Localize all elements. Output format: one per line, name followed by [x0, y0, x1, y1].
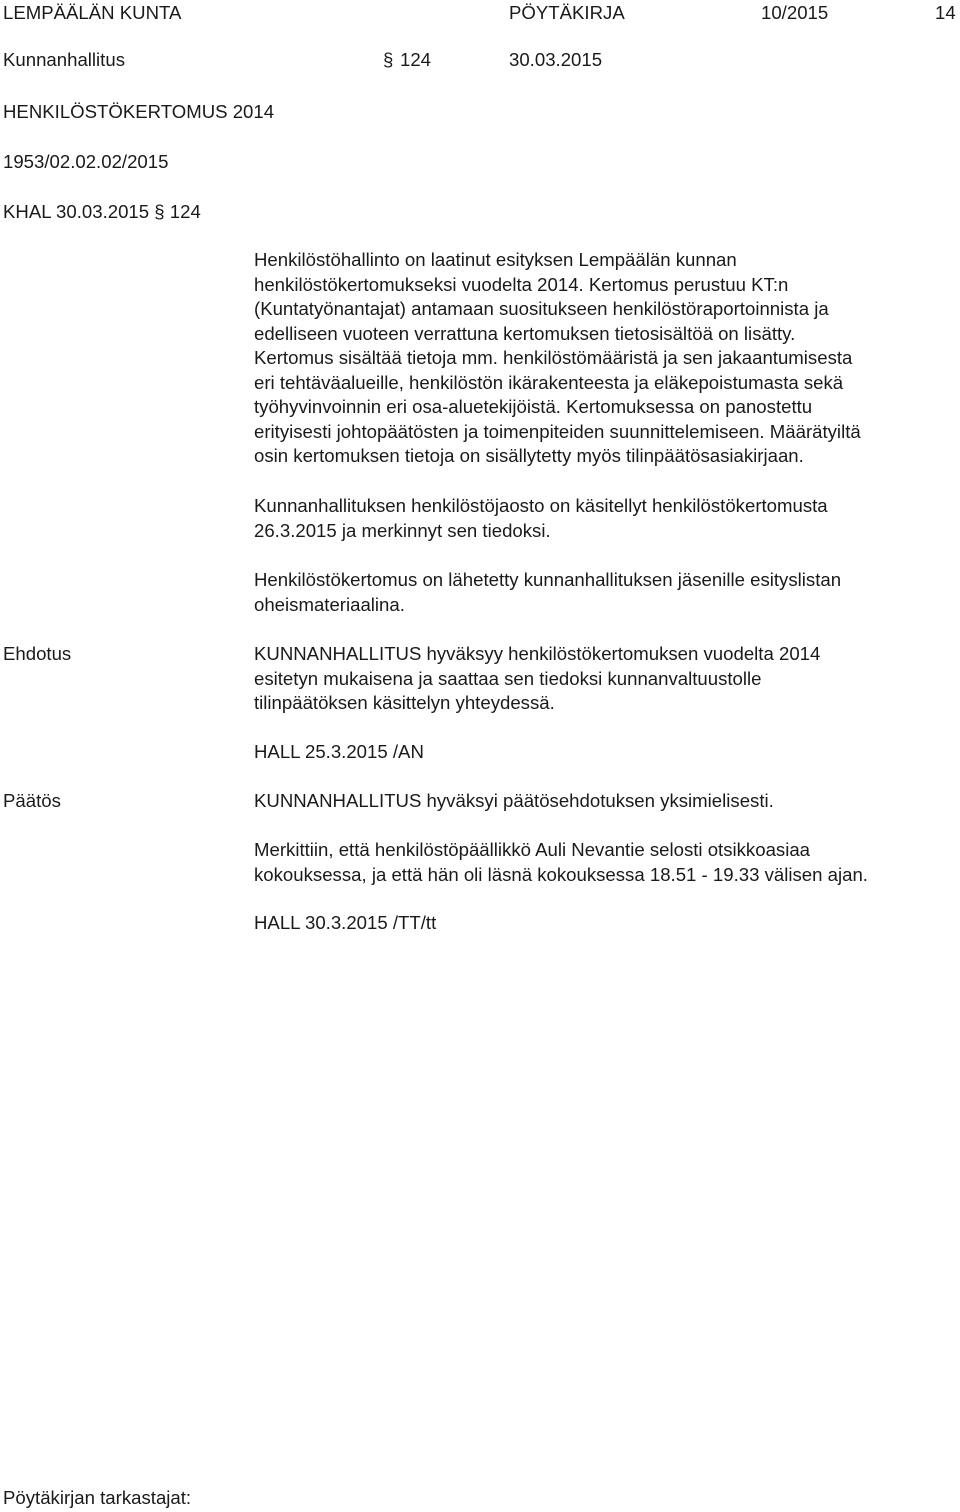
proposal-line: KUNNANHALLITUS hyväksyy henkilöstökertomuksen vuodelta 2014 [254, 643, 821, 664]
decision-line: KUNNANHALLITUS hyväksyi päätösehdotuksen yksimielisesti. [254, 790, 774, 811]
body-line: (Kuntatyönantajat) antamaan suositukseen henkilöstöraportoinnista ja [254, 298, 829, 319]
distribution-paragraph [254, 568, 954, 617]
decision-note [254, 838, 954, 887]
preparation-paragraph [254, 248, 954, 469]
committee-paragraph [254, 494, 954, 543]
proposal-text [254, 642, 954, 716]
signature-line: HALL 30.3.2015 /TT/tt [254, 912, 437, 933]
case-number: 1953/02.02.02/2015 [3, 151, 169, 172]
body-line: 26.3.2015 ja merkinnyt sen tiedoksi. [254, 519, 551, 541]
khal-section-number: 124 [169, 201, 201, 222]
khal-reference [3, 200, 201, 225]
decision-label: Päätös [3, 790, 61, 811]
khal-reference-prefix: KHAL 30.03.2015 [3, 201, 150, 222]
body-line: edelliseen vuoteen verrattuna kertomuksen tietosisältöä on lisätty. [254, 322, 796, 344]
body-line: eri tehtäväalueille, henkilöstön ikärakenteesta ja eläkepoistumasta sekä [254, 371, 844, 393]
body-line: työhyvinvoinnin eri osa-aluetekijöistä. Kertomuksessa on panostettu [254, 396, 813, 417]
body-line: henkilöstökertomukseksi vuodelta 2014. Kertomus perustuu KT:n [254, 273, 789, 295]
proposal-line: esitetyn mukaisena ja saattaa sen tiedoksi kunnanvaltuustolle [254, 667, 762, 689]
body-line: Henkilöstöhallinto on laatinut esityksen Lempäälän kunnan [254, 249, 737, 270]
page-number: 14 [935, 2, 956, 23]
khal-section-mark: § [154, 201, 165, 222]
municipality-name: LEMPÄÄLÄN KUNTA [3, 2, 182, 23]
note-line: Merkittiin, että henkilöstöpäällikkö Auli Nevantie selosti otsikkoasiaa [254, 839, 811, 860]
signature-line: HALL 25.3.2015 /AN [254, 741, 424, 762]
body-line: Kertomus sisältää tietoja mm. henkilöstömääristä ja sen jakaantumisesta [254, 347, 853, 368]
body-line: Kunnanhallituksen henkilöstöjaosto on käsitellyt henkilöstökertomusta [254, 495, 828, 516]
body-line: Henkilöstökertomus on lähetetty kunnanhallituksen jäsenille esityslistan [254, 569, 842, 590]
body-line: oheismateriaalina. [254, 593, 405, 615]
decision-text [254, 789, 954, 814]
proposal-line: tilinpäätöksen käsittelyn yhteydessä. [254, 692, 555, 713]
document-number: 10/2015 [761, 2, 829, 23]
reviewers-label: Pöytäkirjan tarkastajat: [3, 1487, 192, 1508]
section-number: 124 [400, 49, 432, 70]
item-title: HENKILÖSTÖKERTOMUS 2014 [3, 101, 275, 122]
meeting-body: Kunnanhallitus [3, 49, 125, 70]
proposal-signature [254, 740, 954, 765]
note-line: kokouksessa, ja että hän oli läsnä kokouksessa 18.51 - 19.33 välisen ajan. [254, 863, 868, 885]
section-mark: § [383, 49, 394, 70]
body-line: erityisesti johtopäätösten ja toimenpiteiden suunnittelemiseen. Määrätyiltä [254, 420, 861, 442]
decision-signature [254, 911, 954, 936]
proposal-label: Ehdotus [3, 643, 72, 664]
document-type: PÖYTÄKIRJA [509, 2, 625, 23]
body-line: osin kertomuksen tietoja on sisällytetty myös tilinpäätösasiakirjaan. [254, 445, 804, 466]
meeting-date: 30.03.2015 [509, 49, 603, 70]
